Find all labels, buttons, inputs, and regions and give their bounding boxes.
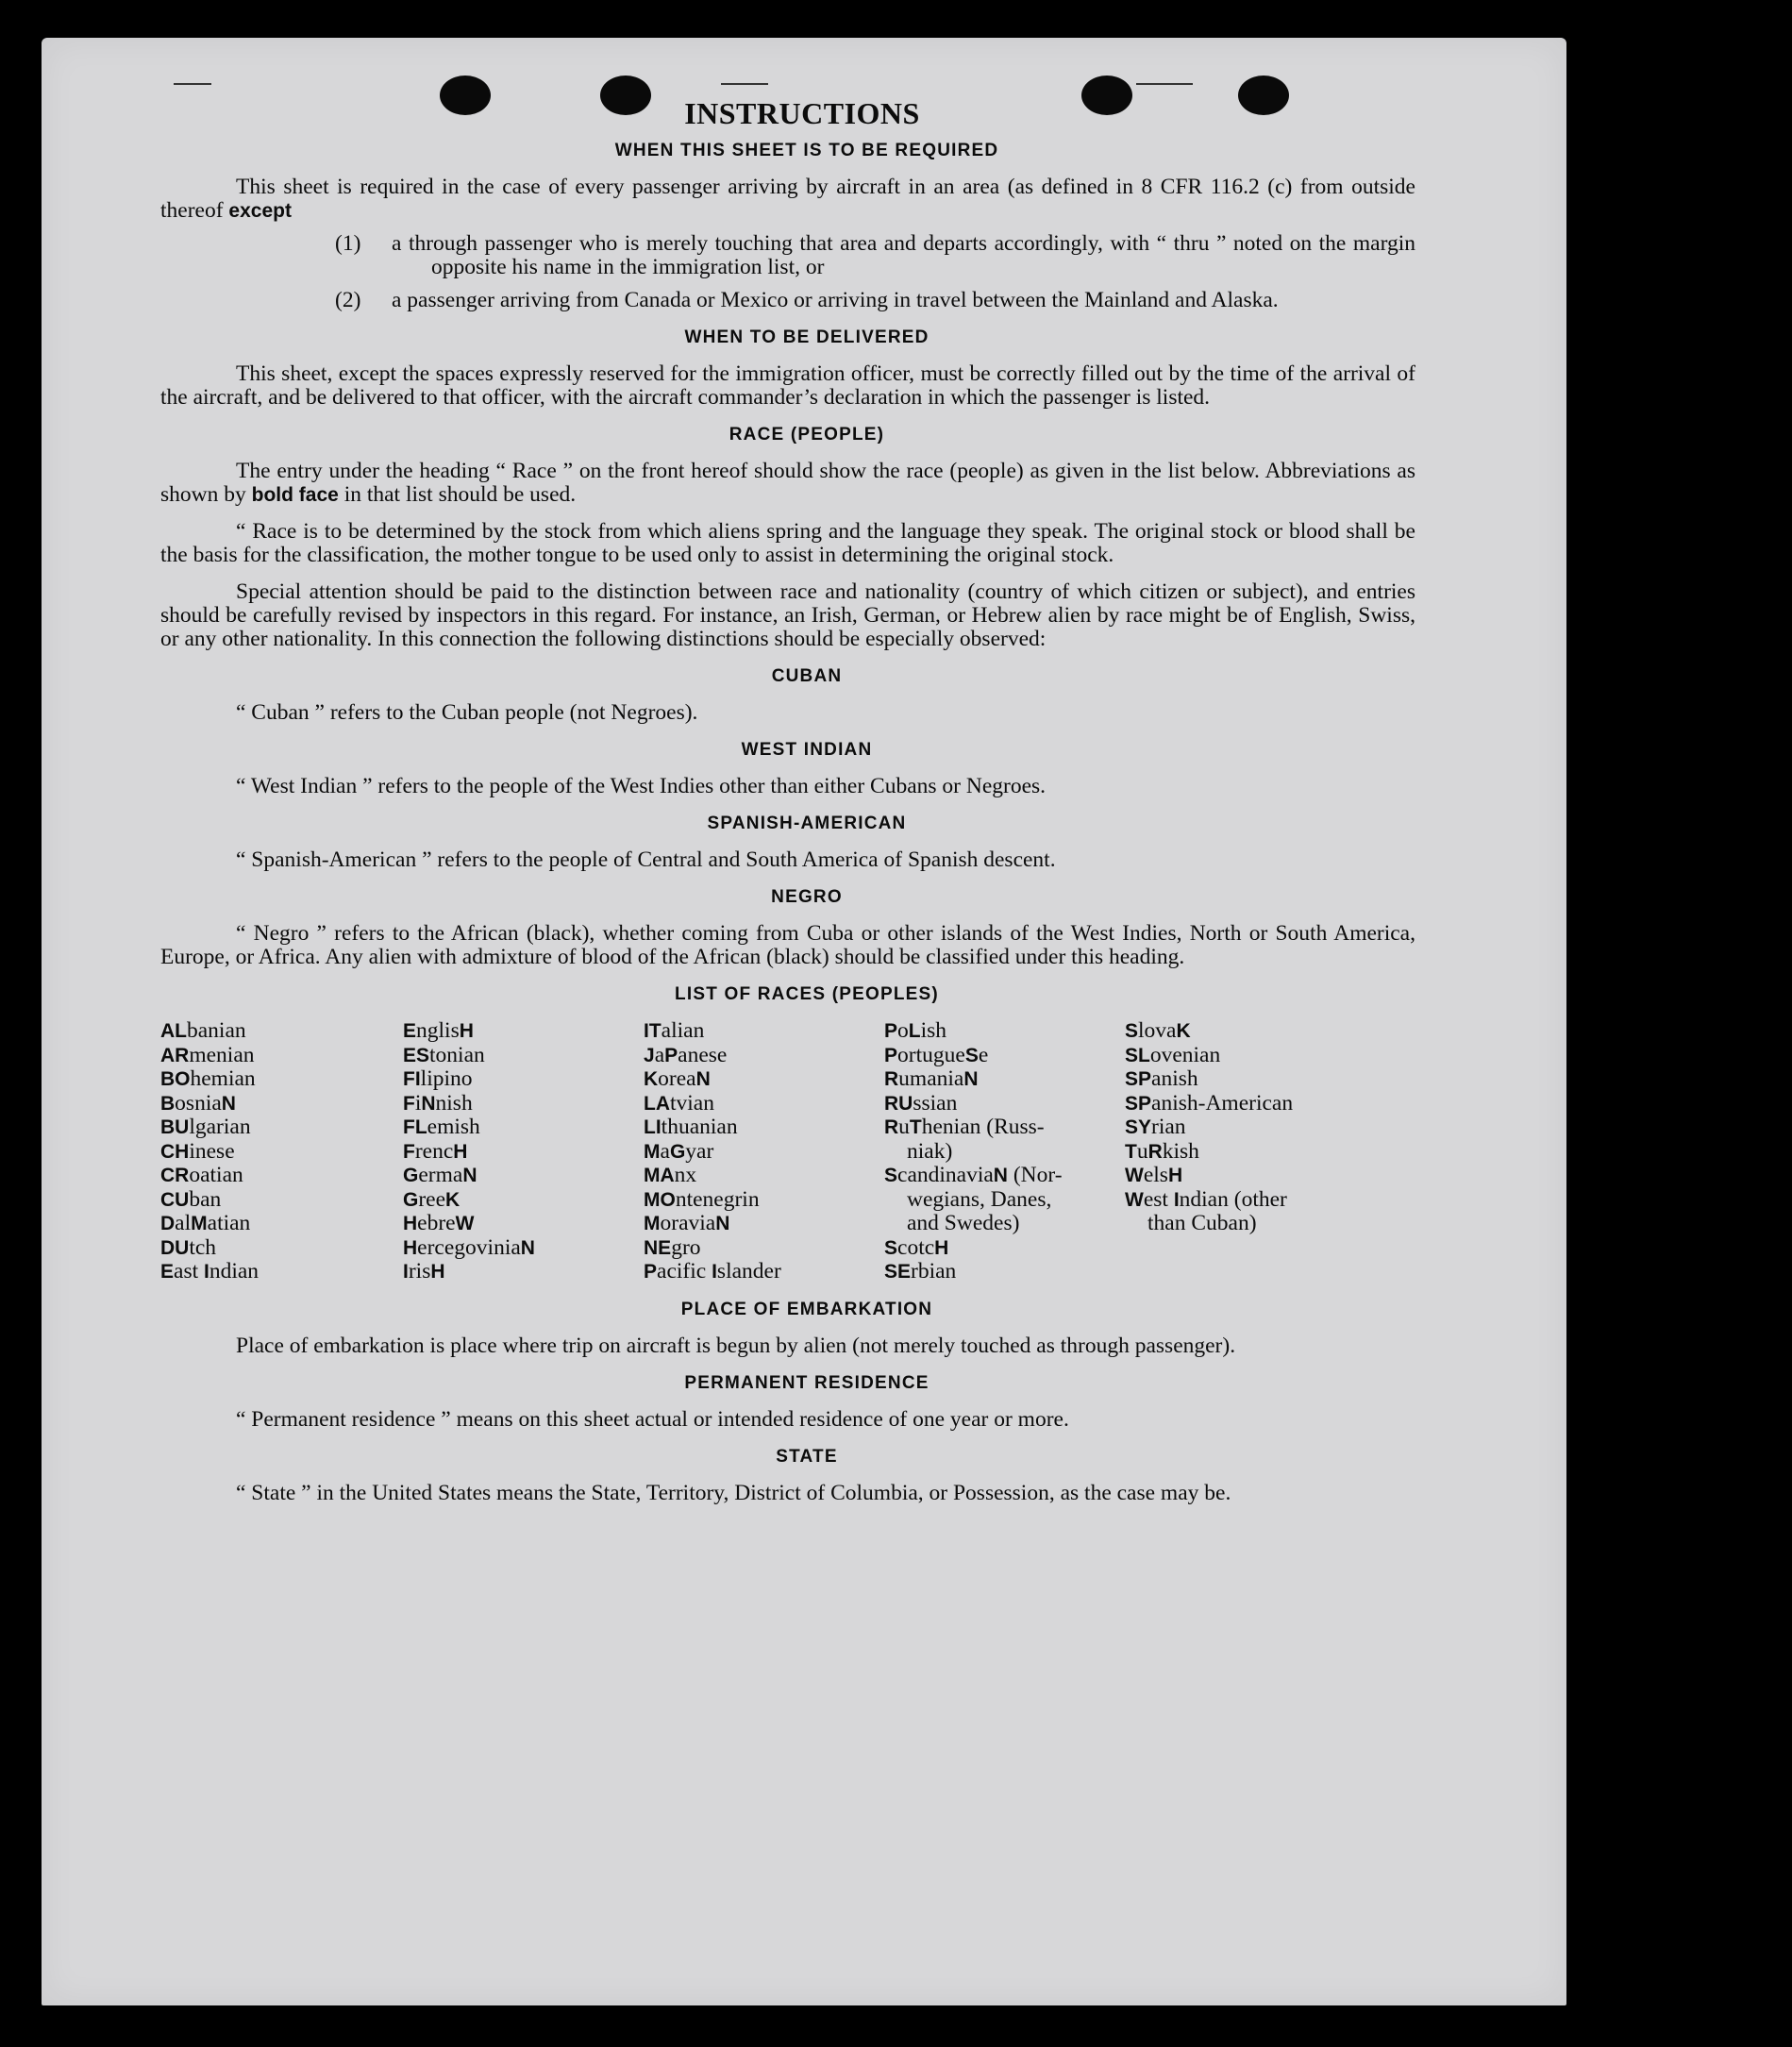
race-entry: MAnx bbox=[644, 1163, 697, 1187]
heading-list-of-races: LIST OF RACES (PEOPLES) bbox=[675, 984, 939, 1004]
race-entry: MOntenegrin bbox=[644, 1186, 760, 1212]
race-entry: MaGyar bbox=[644, 1138, 714, 1164]
race-entry: NEgro bbox=[644, 1234, 701, 1260]
paragraph-west-indian: “ West Indian ” refers to the people of the West Indies other than either Cubans or Negroes. bbox=[236, 774, 1047, 798]
race-entry: SlovaK bbox=[1125, 1018, 1191, 1043]
race-entry: PoLish bbox=[884, 1018, 947, 1043]
race-entry: FLemish bbox=[403, 1115, 480, 1139]
race-entry: IrisH bbox=[403, 1259, 445, 1284]
paragraph-negro: “ Negro ” refers to the African (black), whether coming from Cuba or other islands of the West Indies, North or South America, Europe, or Africa. Any alien with admixture of blood of the African (black) should be classified under this heading. bbox=[160, 921, 1415, 969]
races-column bbox=[403, 1019, 644, 1284]
race-entry: TuRkish bbox=[1125, 1138, 1199, 1164]
race-entry: LAtvian bbox=[644, 1090, 714, 1116]
race-entry: CHinese bbox=[160, 1138, 235, 1164]
races-column bbox=[1125, 1019, 1370, 1284]
paragraph-when-delivered: This sheet, except the spaces expressly reserved for the immigration officer, must be correctly filled out by the time of the arrival of the aircraft, and be delivered to that officer, with the aircraft commander’s declaration in which the passenger is listed. bbox=[160, 361, 1415, 410]
race-entry: HebreW bbox=[403, 1211, 475, 1235]
race-entry: and Swedes) bbox=[907, 1211, 1020, 1235]
page-title: INSTRUCTIONS bbox=[684, 96, 920, 130]
race-entry: RumaniaN bbox=[884, 1066, 979, 1091]
race-entry: SLovenian bbox=[1125, 1042, 1221, 1067]
race-entry: Pacific Islander bbox=[644, 1259, 781, 1284]
paragraph-embarkation: Place of embarkation is place where trip on aircraft is begun by alien (not merely touched as through passenger). bbox=[236, 1333, 1236, 1358]
race-entry: FiNnish bbox=[403, 1090, 473, 1116]
race-entry: GermaN bbox=[403, 1163, 477, 1187]
paragraph-race-2: “ Race is to be determined by the stock from which aliens spring and the language they speak. The original stock or blood shall be the basis for the classification, the mother tongue to be used only to assist in determining the original stock. bbox=[160, 519, 1415, 567]
race-entry: wegians, Danes, bbox=[907, 1186, 1052, 1212]
race-entry: ScotcH bbox=[884, 1234, 949, 1260]
paragraph-race-1: The entry under the heading “ Race ” on the front hereof should show the race (people) as given in the list below. Abbreviations as shown by bold face in that list should be used. bbox=[160, 459, 1415, 507]
race-entry: JaPanese bbox=[644, 1042, 728, 1067]
races-list bbox=[160, 1019, 1415, 1284]
race-entry: BOhemian bbox=[160, 1066, 256, 1091]
race-entry: SYrian bbox=[1125, 1115, 1186, 1139]
race-entry: PortugueSe bbox=[884, 1042, 989, 1067]
race-entry: than Cuban) bbox=[1147, 1211, 1257, 1235]
races-column bbox=[644, 1019, 884, 1284]
race-entry: FrencH bbox=[403, 1138, 468, 1164]
paragraph-when-required: This sheet is required in the case of every passenger arriving by aircraft in an area (as defined in 8 CFR 116.2 (c) from outside thereof except bbox=[160, 175, 1415, 223]
heading-when-delivered: WHEN TO BE DELIVERED bbox=[684, 327, 929, 347]
race-entry: MoraviaN bbox=[644, 1211, 730, 1235]
list-item: (1) a through passenger who is merely touching that area and departs accordingly, with “ thru ” noted on the margin opposite his name in the immigration list, or bbox=[335, 231, 1415, 279]
race-entry: DUtch bbox=[160, 1234, 217, 1260]
race-entry: ScandinaviaN (Nor- bbox=[884, 1163, 1063, 1187]
race-entry: GreeK bbox=[403, 1186, 461, 1212]
race-entry: BUlgarian bbox=[160, 1115, 251, 1139]
race-entry: SPanish-American bbox=[1125, 1090, 1294, 1116]
paragraph-cuban: “ Cuban ” refers to the Cuban people (not Negroes). bbox=[236, 700, 698, 725]
race-entry: EnglisH bbox=[403, 1018, 474, 1043]
heading-embarkation: PLACE OF EMBARKATION bbox=[680, 1299, 933, 1319]
race-entry: FIlipino bbox=[403, 1066, 473, 1091]
race-entry: West Indian (other bbox=[1125, 1186, 1287, 1212]
heading-state: STATE bbox=[776, 1446, 838, 1467]
race-entry: CRoatian bbox=[160, 1163, 243, 1187]
race-entry: KoreaN bbox=[644, 1066, 711, 1091]
scan-mark bbox=[1136, 83, 1193, 85]
race-entry: SPanish bbox=[1125, 1066, 1198, 1091]
paragraph-permanent-residence: “ Permanent residence ” means on this sheet actual or intended residence of one year or more. bbox=[236, 1406, 1069, 1432]
race-entry: East Indian bbox=[160, 1259, 260, 1284]
races-column bbox=[160, 1019, 403, 1284]
race-entry: HercegoviniaN bbox=[403, 1234, 535, 1260]
paragraph-spanish-american: “ Spanish-American ” refers to the people of Central and South America of Spanish descent. bbox=[236, 847, 1056, 872]
race-entry: DalMatian bbox=[160, 1211, 251, 1235]
heading-cuban: CUBAN bbox=[771, 666, 843, 686]
race-entry: BosniaN bbox=[160, 1090, 236, 1116]
race-entry: RuThenian (Russ- bbox=[884, 1115, 1045, 1139]
heading-west-indian: WEST INDIAN bbox=[741, 740, 873, 760]
race-entry: RUssian bbox=[884, 1090, 958, 1116]
heading-when-required: WHEN THIS SHEET IS TO BE REQUIRED bbox=[614, 141, 999, 160]
heading-permanent-residence: PERMANENT RESIDENCE bbox=[684, 1372, 929, 1393]
race-entry: EStonian bbox=[403, 1042, 485, 1067]
scan-mark bbox=[174, 83, 211, 85]
race-entry: ALbanian bbox=[160, 1018, 246, 1043]
heading-spanish-american: SPANISH-AMERICAN bbox=[707, 814, 907, 833]
race-entry: SErbian bbox=[884, 1259, 957, 1284]
paragraph-state: “ State ” in the United States means the State, Territory, District of Columbia, or Possession, as the case may be. bbox=[236, 1480, 1231, 1505]
instructions-content bbox=[160, 96, 1415, 1505]
race-entry: ITalian bbox=[644, 1018, 705, 1043]
heading-negro: NEGRO bbox=[771, 887, 843, 907]
race-entry: WelsH bbox=[1125, 1163, 1183, 1187]
scan-mark bbox=[721, 83, 768, 85]
list-item: (2) a passenger arriving from Canada or Mexico or arriving in travel between the Mainland and Alaska. bbox=[335, 288, 1279, 312]
heading-race: RACE (PEOPLE) bbox=[729, 425, 885, 445]
race-entry: niak) bbox=[907, 1138, 953, 1164]
paragraph-race-3: Special attention should be paid to the distinction between race and nationality (country of which citizen or subject), and entries should be carefully revised by inspectors in this regard. For instance, an Irish, German, or Hebrew alien by race might be of English, Swiss, or any other nationality. In this connection the following distinctions should be especially observed: bbox=[160, 579, 1415, 651]
races-column bbox=[884, 1019, 1125, 1284]
race-entry: LIthuanian bbox=[644, 1115, 738, 1139]
race-entry: ARmenian bbox=[160, 1042, 255, 1067]
race-entry: CUban bbox=[160, 1186, 222, 1212]
